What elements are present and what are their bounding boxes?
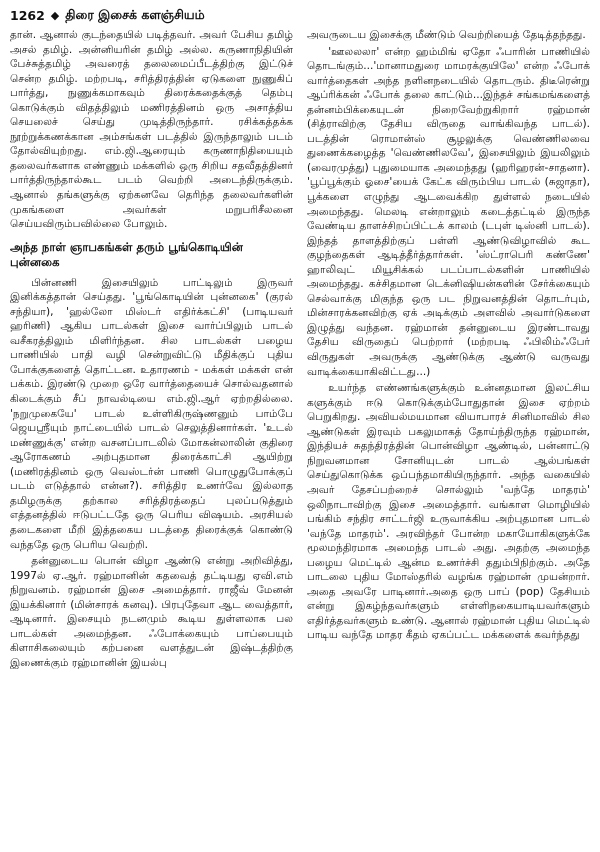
right-column bbox=[307, 28, 590, 848]
right-paragraph-2: 'ஊலலலா' என்ற ஹம்மிங் ஏதோ ஃபாரின் பாணியில் தொடங்கும்...'மானாமதுரை மாமரக்குயிலே' என்ற ஃபோக் வார்த்தைகள் அந்த நளினநடையில் தொடரும். திடீரென்று ஆப்ரிக்கன் ஃபோக் தலை காட்டும்...இந்தச் சங்கமங்களைத் தன்னம்பிக்கையுடன் நிறைவேற்றுகிறார் ரஹ்மான் (சித்ராவிற்கு தேசிய விருதை வாங்கிவந்த பாடல்). படத்தின் ரொமான்ஸ் சூழலுக்கு வெண்ணிலவை துணைக்கழைத்த 'வெண்ணிலவே', இசையிலும் இயலிலும் (வைரமுத்து) புதுமையாக அமைந்தது (ஹரிஹரன்-சாதனா). 'பூப்பூக்கும் ஓசை'யைக் கேட்க விரும்பிய பாடல் (சுஜாதா), பூக்களை எழுந்து ஆடவைக்கிற துள்ளல் நடையில் அமைந்தது. மெலடி என்றாலும் கடைத்தட்டில் இருந்த வேண்டிய தாளச்சிறப்பிட்டக் காலம் (டபுள் டிஸ்னி பாடல்). இந்தத் தாளத்திற்குப் பள்ளி ஆண்டுவிழாவில் கூட குழந்தைகள் ஆடித்தீர்த்தார்கள். 'ஸ்ட்ராபெரி கண்ணே' ஹாலிவுட் மியூசிக்கல் படப்பாடல்களின் பாணியில் அமைந்தது. கச்சிதமான டெக்னிஷியன்களின் சேர்க்கையும் செல்வாக்கு மிகுந்த ஒரு பட நிறுவனத்தின் தொடர்பும், மின்சாரக்கனவிற்கு ஏக் அடிக்கும் அளவில் அவார்டுகளை இழுத்து வந்தன. ரஹ்மான் தன்னுடைய இரண்டாவது தேசிய விருதைப் பெற்றார் (மற்றபடி ஃபிலிம்ஃபேர் விருதுகள் அவருக்கு ஆண்டுக்கு ஆண்டு வருவது வாடிக்கையாகிவிட்டது...) bbox=[307, 45, 590, 378]
book-title: திரை இசைக் களஞ்சியம் bbox=[65, 6, 205, 22]
two-column-body bbox=[10, 28, 590, 848]
left-paragraph-1: தான். ஆனால் குடந்தையில் படித்தவர். அவர் பேசிய தமிழ் அசல் தமிழ். அன்னியரின் தமிழ் அல்ல. கருணாநிதியின் பேச்சுத்தமிழ் அவரைத் தலைமைப்பீடத்திற்கு இட்டுச் சென்ற தமிழ். மற்றபடி, சரித்திரத்தின் ஏடுகளை நுணுகிப் பார்த்து, நுணுக்கமாகவும் திரைக்கதைக்குத் தெம்பு கொடுக்கும் விதத்திலும் மணிரத்தினம் ஒரு அசாத்திய செயலைச் செய்து முடித்திருந்தார். ரசிக்கத்தக்க நூற்றுக்கணக்கான அம்சங்கள் படத்தில் இருந்தாலும் படம் தோல்வியுற்றது. எம்.ஜி.ஆரையும் கருணாநிதியையும் தலைவர்களாக எண்ணும் மக்களில் ஒரு சிறிய சதவீதத்தினர் பார்த்திருந்தால்கூட படம் வெற்றி அடைந்திருக்கும். ஆனால் தங்களுக்கு ஏற்கனவே தெரிந்த தலைவர்களின் முகங்களை அவர்கள் மறுபரிசீலனை செய்யவிரும்பவில்லை போலும். bbox=[10, 29, 293, 231]
page-number: 1262 bbox=[10, 7, 45, 23]
left-paragraph-2: பின்னணி இசையிலும் பாட்டிலும் இருவர் இனிக்கத்தான் செய்தது. 'பூங்கொடியின் புன்னகை' (குரல் சந்தியா), 'ஹல்லோ மிஸ்டர் எதிர்க்கட்சி' (பாடியவர் ஹரிணி) ஆகிய பாடல்கள் இசை வார்ப்பிலும் பாடல் வசீகரத்திலும் மிளிர்ந்தன. சில பாடல்கள் பழைய பாணியில் பாதி வழி சென்றுவிட்டு மீதிக்குப் புதிய போக்குகளைத் தொட்டன. உதாரணம் - மக்கள் மக்கள் என் பக்கம். இரண்டு முறை ஒரே வார்த்தையைச் சொல்வதனால் கிடைக்கும் சீப் நாவல்டியை எம்.ஜி.ஆர் ஏற்றதில்லை. 'நறுமுகையே' பாடல் உள்ளிகிருஷ்ணனும் பாம்பே ஜெயஸ்ரீயும் நாட்டையில் பாடல் செலுத்தினார்கள். 'உடல் மண்ணுக்கு' என்ற வசனப்பாடலில் மோகன்லாலின் குதிரை ஆரோகணம் அற்புதமான திரைக்காட்சி ஆயிற்று (மணிரத்தினம் ஒரு வெஸ்டர்ன் பாணி பொழுதுபோக்குப் படம் எடுத்தால் என்ன?). சரித்திர உணர்வே இல்லாத தமிழருக்கு தற்கால சரித்திரத்தைப் புலப்படுத்தும் எத்தனத்தில் ஈடுபட்டதே ஒரு பெரிய விஷயம். அரசியல் தடைகளை மீறி இத்தகைய படத்தை திரைக்குக் கொண்டு வந்ததே ஒரு பெரிய வெற்றி. bbox=[10, 276, 293, 551]
right-paragraph-3: உயர்ந்த எண்ணங்களுக்கும் உன்னதமான இலட்சிய களுக்கும் ஈடு கொடுக்கும்போதுதான் இசை ஏற்றம் பெறுகிறது. அவியல்மயமான வியாபாரச் சினிமாவில் சில ஆண்டுகள் இரவும் பகலுமாகத் தோய்ந்திருந்த ரஹ்மான், இந்தியச் சுதந்திரத்தின் பொன்விழா ஆண்டில், பன்னாட்டு நிறுவனமான சோனியுடன் பாடல் ஆல்பங்கள் செய்துகொடுக்க ஒப்பந்தமாகியிருந்தார். அந்த வகையில் அவர் தேசப்பற்றைச் சொல்லும் 'வந்தே மாதரம்' ஒலிநாடாவிற்கு இசை அமைத்தார். வங்காள மொழியில் பங்கிம் சந்திர சாட்டர்ஜி உருவாக்கிய அற்புதமான பாடல் 'வந்தே மாதரம்'. அரவிந்தர் போன்ற மகாயோகிகளுக்கே மூலமந்திரமாக அமைந்த பாடல் அது. அதற்கு அமைந்த பழைய மெட்டில் ஆன்ம உணர்ச்சி ததும்பிநிற்கும். அதே பாடலை புதிய மோஸ்தரில் வழங்க ரஹ்மான் முயன்றார். அதை அவரே பாடினார்.அதை ஒரு பாப் (pop) தேசியம் என்று இகழ்ந்தவர்களும் எள்ளிநகையாடியவர்களும் எதிர்த்தவர்களும் உண்டு. ஆனால் ரஹ்மான் புதிய மெட்டில் பாடிய வந்தே மாதர கீதம் ஏகப்பட்ட மக்களைக் கவர்ந்தது bbox=[307, 382, 590, 642]
section-heading: அந்த நாள் ஞாபகங்கள் தரும் பூங்கொடியின் புன்னகை bbox=[10, 239, 244, 269]
left-paragraph-3: தன்னுடைய பொன் விழா ஆண்டு என்று அறிவித்து, 1997ல் ஏ.ஆர். ரஹ்மானின் கதவைத் தட்டியது ஏவி.எம் நிறுவனம். ரஹ்மான் இசை அமைத்தார். ராஜீவ் மேனன் இயக்கினார் (மின்சாரக் கனவு). பிரபுதேவா ஆட வைத்தார், ஆடினார். இசையும் நடனமும் கூடிய துள்ளலாக பல பாடல்கள் அமைந்தன. ஃபோக்கையும் பாப்பையும் கிளாசிகலையும் கற்பனை வளத்துடன் இஷ்டத்திற்கு இணைக்கும் ரஹ்மானின் இயல்பு bbox=[10, 555, 293, 669]
left-column bbox=[10, 28, 293, 848]
header-diamond-separator: ◆ bbox=[50, 8, 60, 22]
page-header bbox=[10, 6, 590, 24]
right-paragraph-1: அவருடைய இசைக்கு மீண்டும் வெற்றியைத் தேடித்தந்தது. bbox=[307, 29, 586, 41]
